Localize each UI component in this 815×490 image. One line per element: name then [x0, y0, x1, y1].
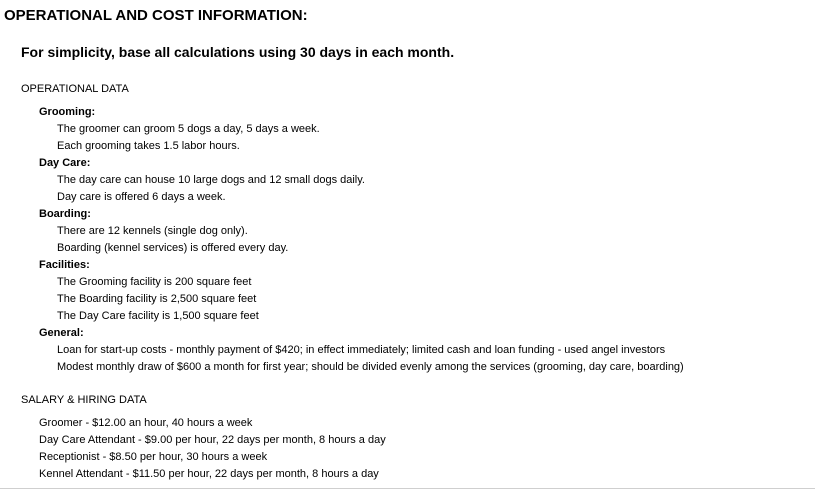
general-line-2: Modest monthly draw of $600 a month for first year; should be divided evenly among the services (grooming, day care, boarding)	[57, 361, 684, 373]
general-line-1: Loan for start-up costs - monthly payment of $420; in effect immediately; limited cash and loan funding - used angel investors	[57, 344, 666, 356]
bottom-border	[0, 488, 815, 489]
operational-data-heading: OPERATIONAL DATA	[21, 83, 129, 95]
facilities-label: Facilities:	[39, 259, 90, 271]
general-label: General:	[39, 327, 84, 339]
salary-line-groomer: Groomer - $12.00 an hour, 40 hours a week	[39, 417, 253, 429]
boarding-line-1: There are 12 kennels (single dog only).	[57, 225, 248, 237]
boarding-label: Boarding:	[39, 208, 91, 220]
grooming-line-1: The groomer can groom 5 dogs a day, 5 days a week.	[57, 123, 320, 135]
grooming-line-2: Each grooming takes 1.5 labor hours.	[57, 140, 240, 152]
grooming-label: Grooming:	[39, 106, 96, 118]
boarding-line-2: Boarding (kennel services) is offered every day.	[57, 242, 289, 254]
instruction-note: For simplicity, base all calculations using 30 days in each month.	[21, 44, 455, 60]
daycare-line-2: Day care is offered 6 days a week.	[57, 191, 226, 203]
salary-data-heading: SALARY & HIRING DATA	[21, 394, 147, 406]
salary-line-daycare-attendant: Day Care Attendant - $9.00 per hour, 22 days per month, 8 hours a day	[39, 434, 386, 446]
daycare-line-1: The day care can house 10 large dogs and 12 small dogs daily.	[57, 174, 365, 186]
daycare-label: Day Care:	[39, 157, 91, 169]
facilities-line-2: The Boarding facility is 2,500 square feet	[57, 293, 257, 305]
salary-line-receptionist: Receptionist - $8.50 per hour, 30 hours a week	[39, 451, 268, 463]
facilities-line-3: The Day Care facility is 1,500 square feet	[57, 310, 259, 322]
facilities-line-1: The Grooming facility is 200 square feet	[57, 276, 252, 288]
salary-line-kennel-attendant: Kennel Attendant - $11.50 per hour, 22 days per month, 8 hours a day	[39, 468, 379, 480]
page-title: OPERATIONAL AND COST INFORMATION:	[4, 7, 308, 24]
